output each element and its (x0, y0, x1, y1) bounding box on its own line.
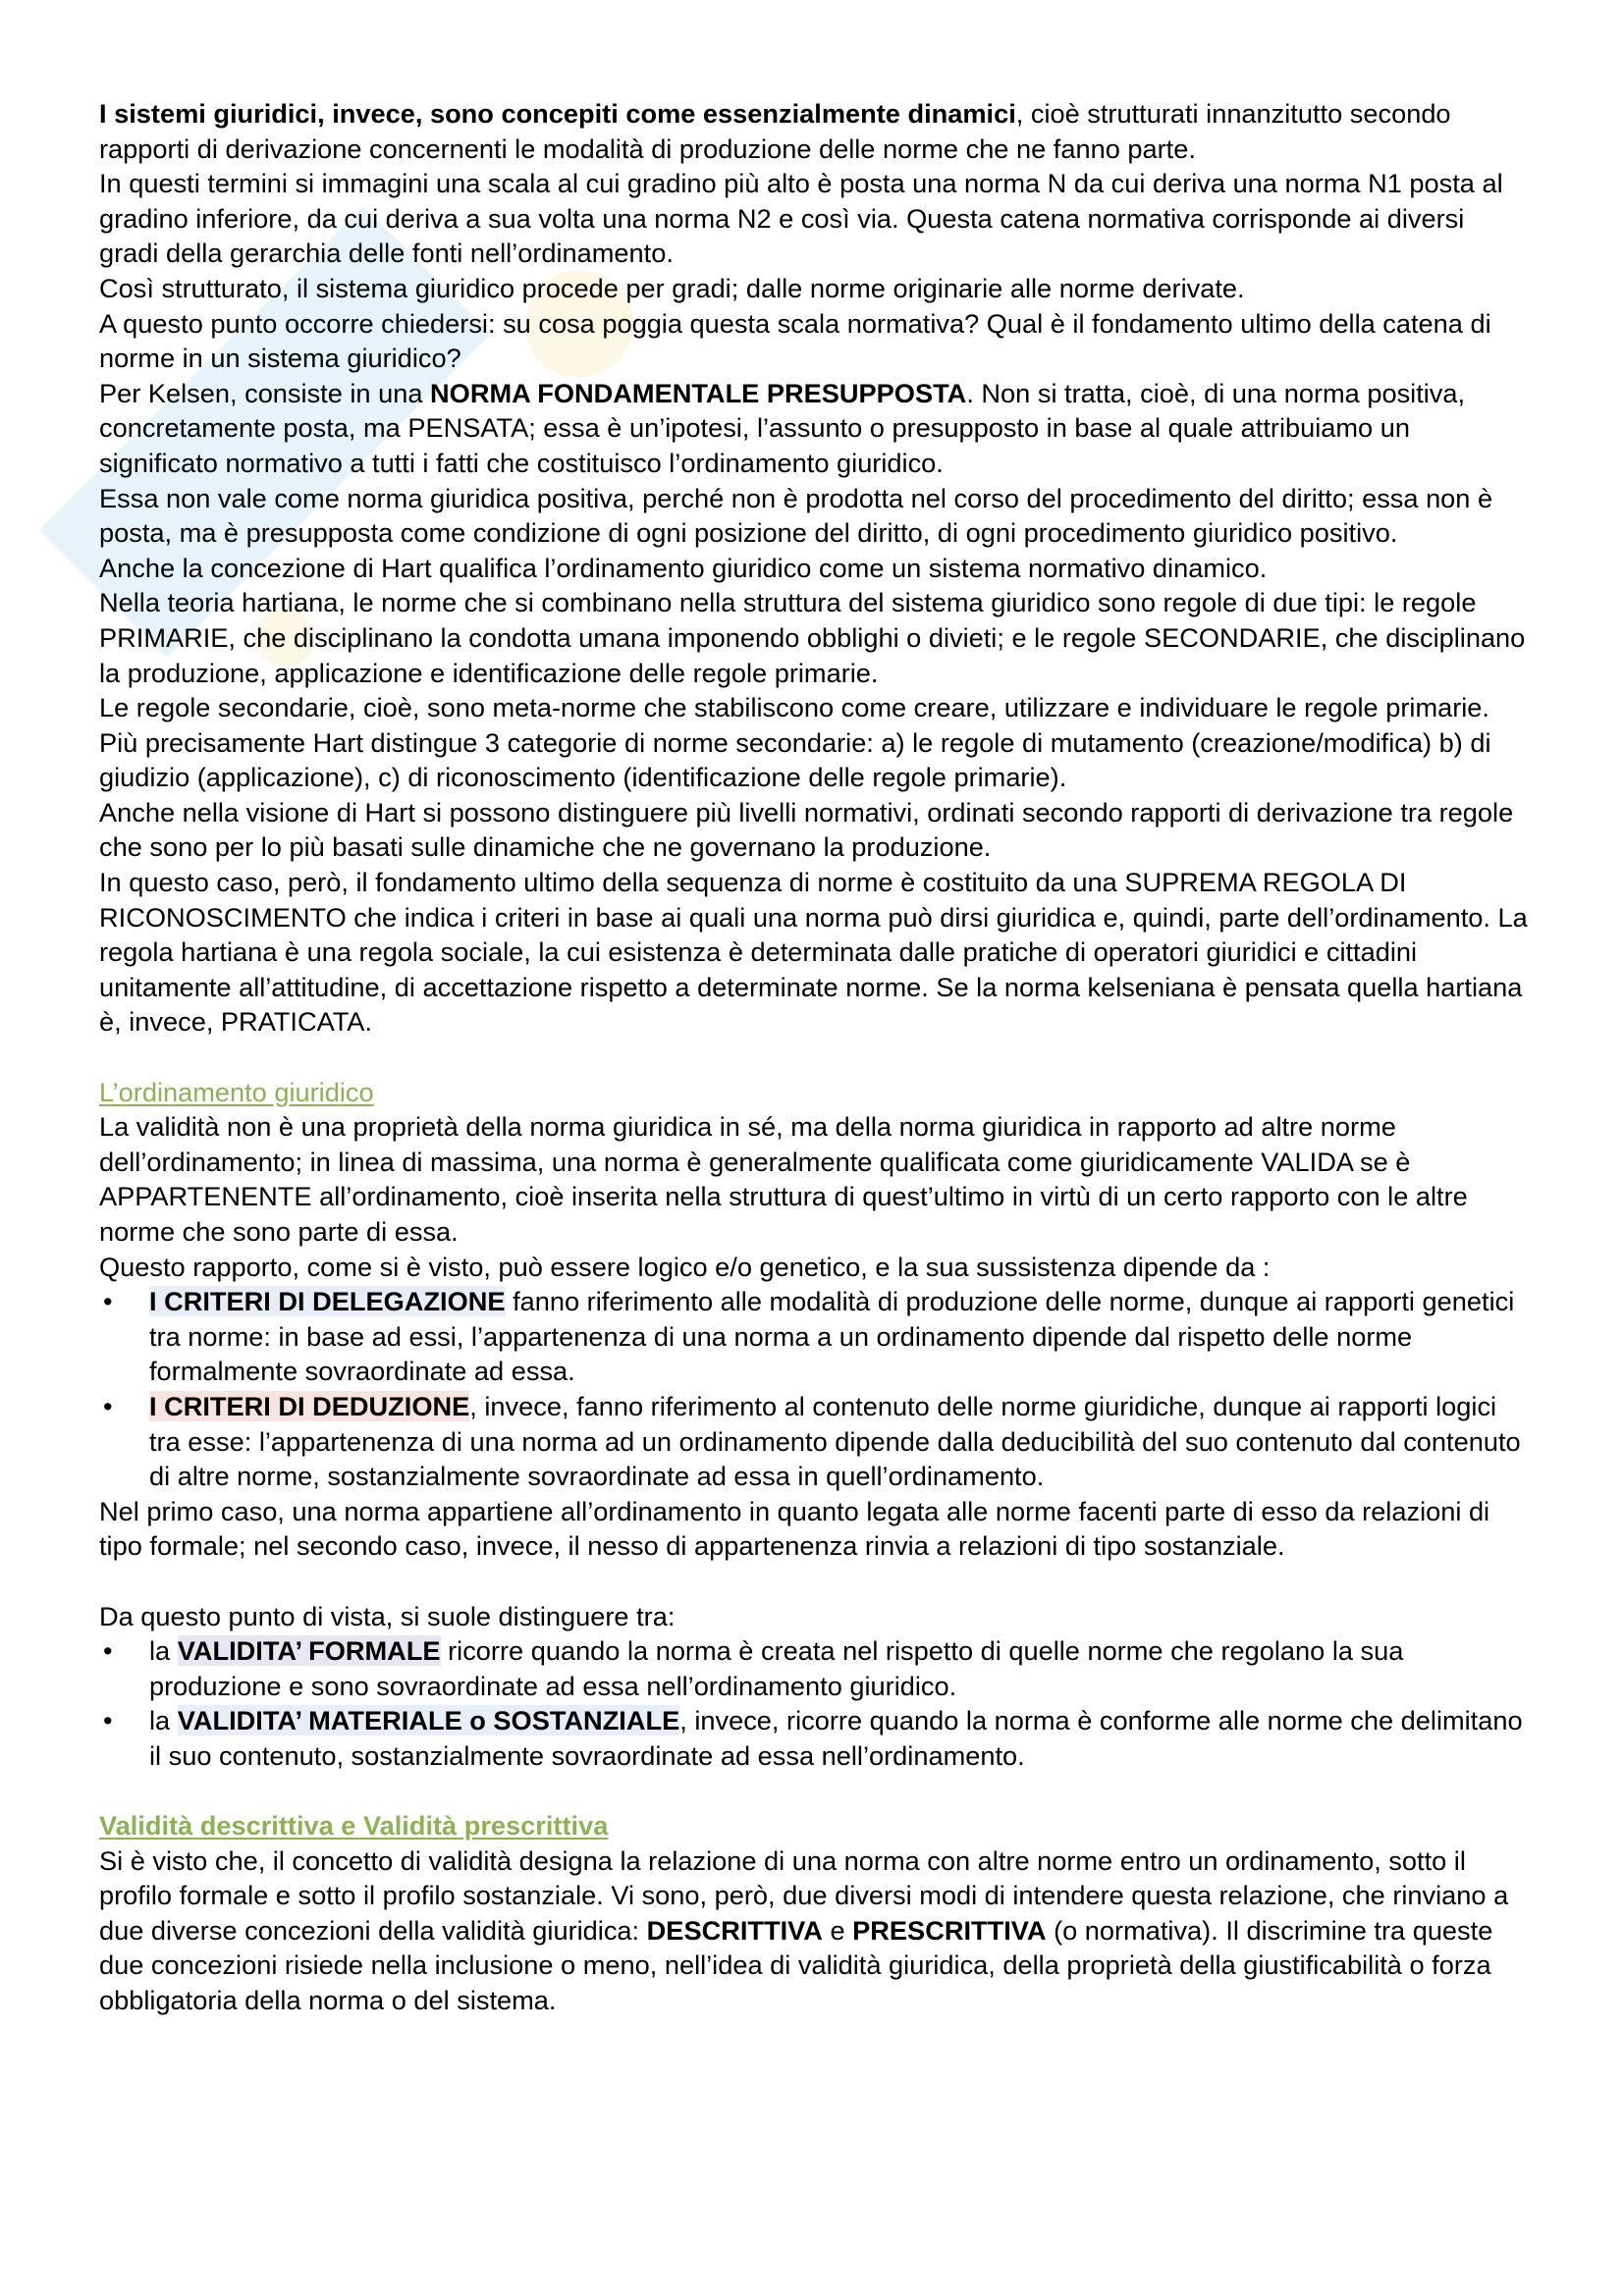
bold-text: PRESCRITTIVA (852, 1914, 1047, 1946)
paragraph (99, 96, 1531, 166)
highlighted-term: VALIDITA’ FORMALE (177, 1635, 441, 1667)
text: , cioè strutturati innanzitutto secondo rapporti di derivazione concernenti le modalità di produzione delle norme che ne fanno parte. (99, 98, 1451, 164)
paragraph: Così strutturato, il sistema giuridico procede per gradi; dalle norme originarie alle norme derivate. (99, 272, 1245, 303)
paragraph: A questo punto occorre chiedersi: su cosa poggia questa scala normativa? Qual è il fondamento ultimo della catena di norme in un sistema giuridico? (99, 307, 1491, 374)
text: e (822, 1914, 853, 1946)
paragraph: Nella teoria hartiana, le norme che si combinano nella struttura del sistema giuridico sono regole di due tipi: le regole PRIMARIE, che disciplinano la condotta umana imponendo obblighi o divieti; e le regole SECONDARIE, che disciplinano la produzione, applicazione e identificazione delle regole primarie. (99, 587, 1526, 688)
paragraph: Essa non vale come norma giuridica positiva, perché non è prodotta nel corso del procedimento del diritto; essa non è posta, ma è presupposta come condizione di ogni posizione del diritto, di ogni procedimento giuridico positivo. (99, 482, 1493, 549)
text: la (149, 1635, 178, 1667)
bold-text: I sistemi giuridici, invece, sono concepiti come essenzialmente dinamici (99, 98, 1016, 129)
paragraph (99, 1843, 1531, 2018)
highlighted-term: VALIDITA’ MATERIALE o SOSTANZIALE (177, 1705, 680, 1736)
bullet-icon: • (103, 1286, 113, 1317)
paragraph: In questi termini si immagini una scala al cui gradino più alto è posta una norma N da cui deriva una norma N1 posta al gradino inferiore, da cui deriva a sua volta una norma N2 e così via. Questa catena normativa corrisponde ai diversi gradi della gerarchia delle fonti nell’ordinamento. (99, 168, 1503, 269)
spacer (99, 1040, 1531, 1075)
paragraph: Anche nella visione di Hart si possono distinguere più livelli normativi, ordinati secondo rapporti di derivazione tra regole che sono per lo più basati sulle dinamiche che ne governano la produzione. (99, 796, 1514, 863)
text: , invece, ricorre quando la norma è conforme alle norme che delimitano il suo contenuto, sostanzialmente sovraordinate ad essa nell’ordinamento. (149, 1705, 1523, 1771)
bullet-list (99, 1633, 1531, 1773)
text: Per Kelsen, consiste in una (99, 377, 431, 408)
bold-text: DESCRITTIVA (646, 1914, 823, 1946)
text: , invece, fanno riferimento al contenuto delle norme giuridiche, dunque ai rapporti logici tra esse: l’appartenenza di una norma ad un ordinamento dipende dalla deducibilità del suo contenuto dal contenuto di altre norme, sostanzialmente sovraordinate ad essa in quell’ordinamento. (149, 1390, 1521, 1492)
section-heading: Validità descrittiva e Validità prescrittiva (99, 1810, 609, 1842)
spacer (99, 1774, 1531, 1809)
text: Si è visto che, il concetto di validità designa la relazione di una norma con altre norme entro un ordinamento, sotto il profilo formale e sotto il profilo sostanziale. Vi sono, però, due diversi modi di intendere questa relazione, che rinviano a due diverse concezioni della validità giuridica: (99, 1844, 1509, 1946)
list-item (99, 1633, 1531, 1703)
text: (o normativa). Il discrimine tra queste due concezioni risiede nella inclusione o meno, nell’idea di validità giuridica, della proprietà della giustificabilità o forza obbligatoria della norma o del sistema. (99, 1914, 1493, 2016)
bullet-list (99, 1284, 1531, 1494)
paragraph: In questo caso, però, il fondamento ultimo della sequenza di norme è costituito da una SUPREMA REGOLA DI RICONOSCIMENTO che indica i criteri in base ai quali una norma può dirsi giuridica e, quindi, parte dell’ordinamento. La regola hartiana è una regola sociale, la cui esistenza è determinata dalle pratiche di operatori giuridici e cittadini unitamente all’attitudine, di accettazione rispetto a determinate norme. Se la norma kelseniana è pensata quella hartiana è, invece, PRATICATA. (99, 867, 1528, 1038)
spacer (99, 1564, 1531, 1599)
bullet-icon: • (103, 1705, 113, 1736)
bullet-icon: • (103, 1390, 113, 1421)
section-heading: L’ordinamento giuridico (99, 1076, 374, 1107)
paragraph (99, 376, 1531, 481)
document-page (99, 96, 1531, 2018)
list-item (99, 1703, 1531, 1773)
highlighted-term: I CRITERI DI DELEGAZIONE (149, 1286, 506, 1317)
list-item (99, 1389, 1531, 1494)
paragraph: Da questo punto di vista, si suole distinguere tra: (99, 1600, 676, 1631)
bullet-icon: • (103, 1635, 113, 1667)
paragraph: Questo rapporto, come si è visto, può essere logico e/o genetico, e la sua sussistenza dipende da : (99, 1251, 1271, 1282)
paragraph: La validità non è una proprietà della norma giuridica in sé, ma della norma giuridica in rapporto ad altre norme dell’ordinamento; in linea di massima, una norma è generalmente qualificata come giuridicamente VALIDA se è APPARTENENTE all’ordinamento, cioè inserita nella struttura di quest’ultimo in virtù di un certo rapporto con le altre norme che sono parte di essa. (99, 1111, 1468, 1247)
highlighted-term: I CRITERI DI DEDUZIONE (149, 1390, 470, 1421)
bold-text: NORMA FONDAMENTALE PRESUPPOSTA (430, 377, 967, 408)
text: ricorre quando la norma è creata nel rispetto di quelle norme che regolano la sua produzione e sono sovraordinate ad essa nell’ordinamento giuridico. (149, 1635, 1404, 1701)
text: fanno riferimento alle modalità di produzione delle norme, dunque ai rapporti genetici tra norme: in base ad essi, l’appartenenza di una norma a un ordinamento dipende dal rispetto delle norme formalmente sovraordinate ad essa. (149, 1286, 1515, 1387)
text: la (149, 1705, 178, 1736)
paragraph: Le regole secondarie, cioè, sono meta-norme che stabiliscono come creare, utilizzare e individuare le regole primarie. Più precisamente Hart distingue 3 categorie di norme secondarie: a) le regole di mutamento (creazione/modifica) b) di giudizio (applicazione), c) di riconoscimento (identificazione delle regole primarie). (99, 692, 1491, 793)
paragraph: Nel primo caso, una norma appartiene all’ordinamento in quanto legata alle norme facenti parte di esso da relazioni di tipo formale; nel secondo caso, invece, il nesso di appartenenza rinvia a relazioni di tipo sostanziale. (99, 1495, 1490, 1562)
text: . Non si tratta, cioè, di una norma positiva, concretamente posta, ma PENSATA; essa è un’ipotesi, l’assunto o presupposto in base al quale attribuiamo un significato normativo a tutti i fatti che costituisco l’ordinamento giuridico. (99, 377, 1466, 478)
paragraph: Anche la concezione di Hart qualifica l’ordinamento giuridico come un sistema normativo dinamico. (99, 552, 1268, 583)
list-item (99, 1284, 1531, 1389)
